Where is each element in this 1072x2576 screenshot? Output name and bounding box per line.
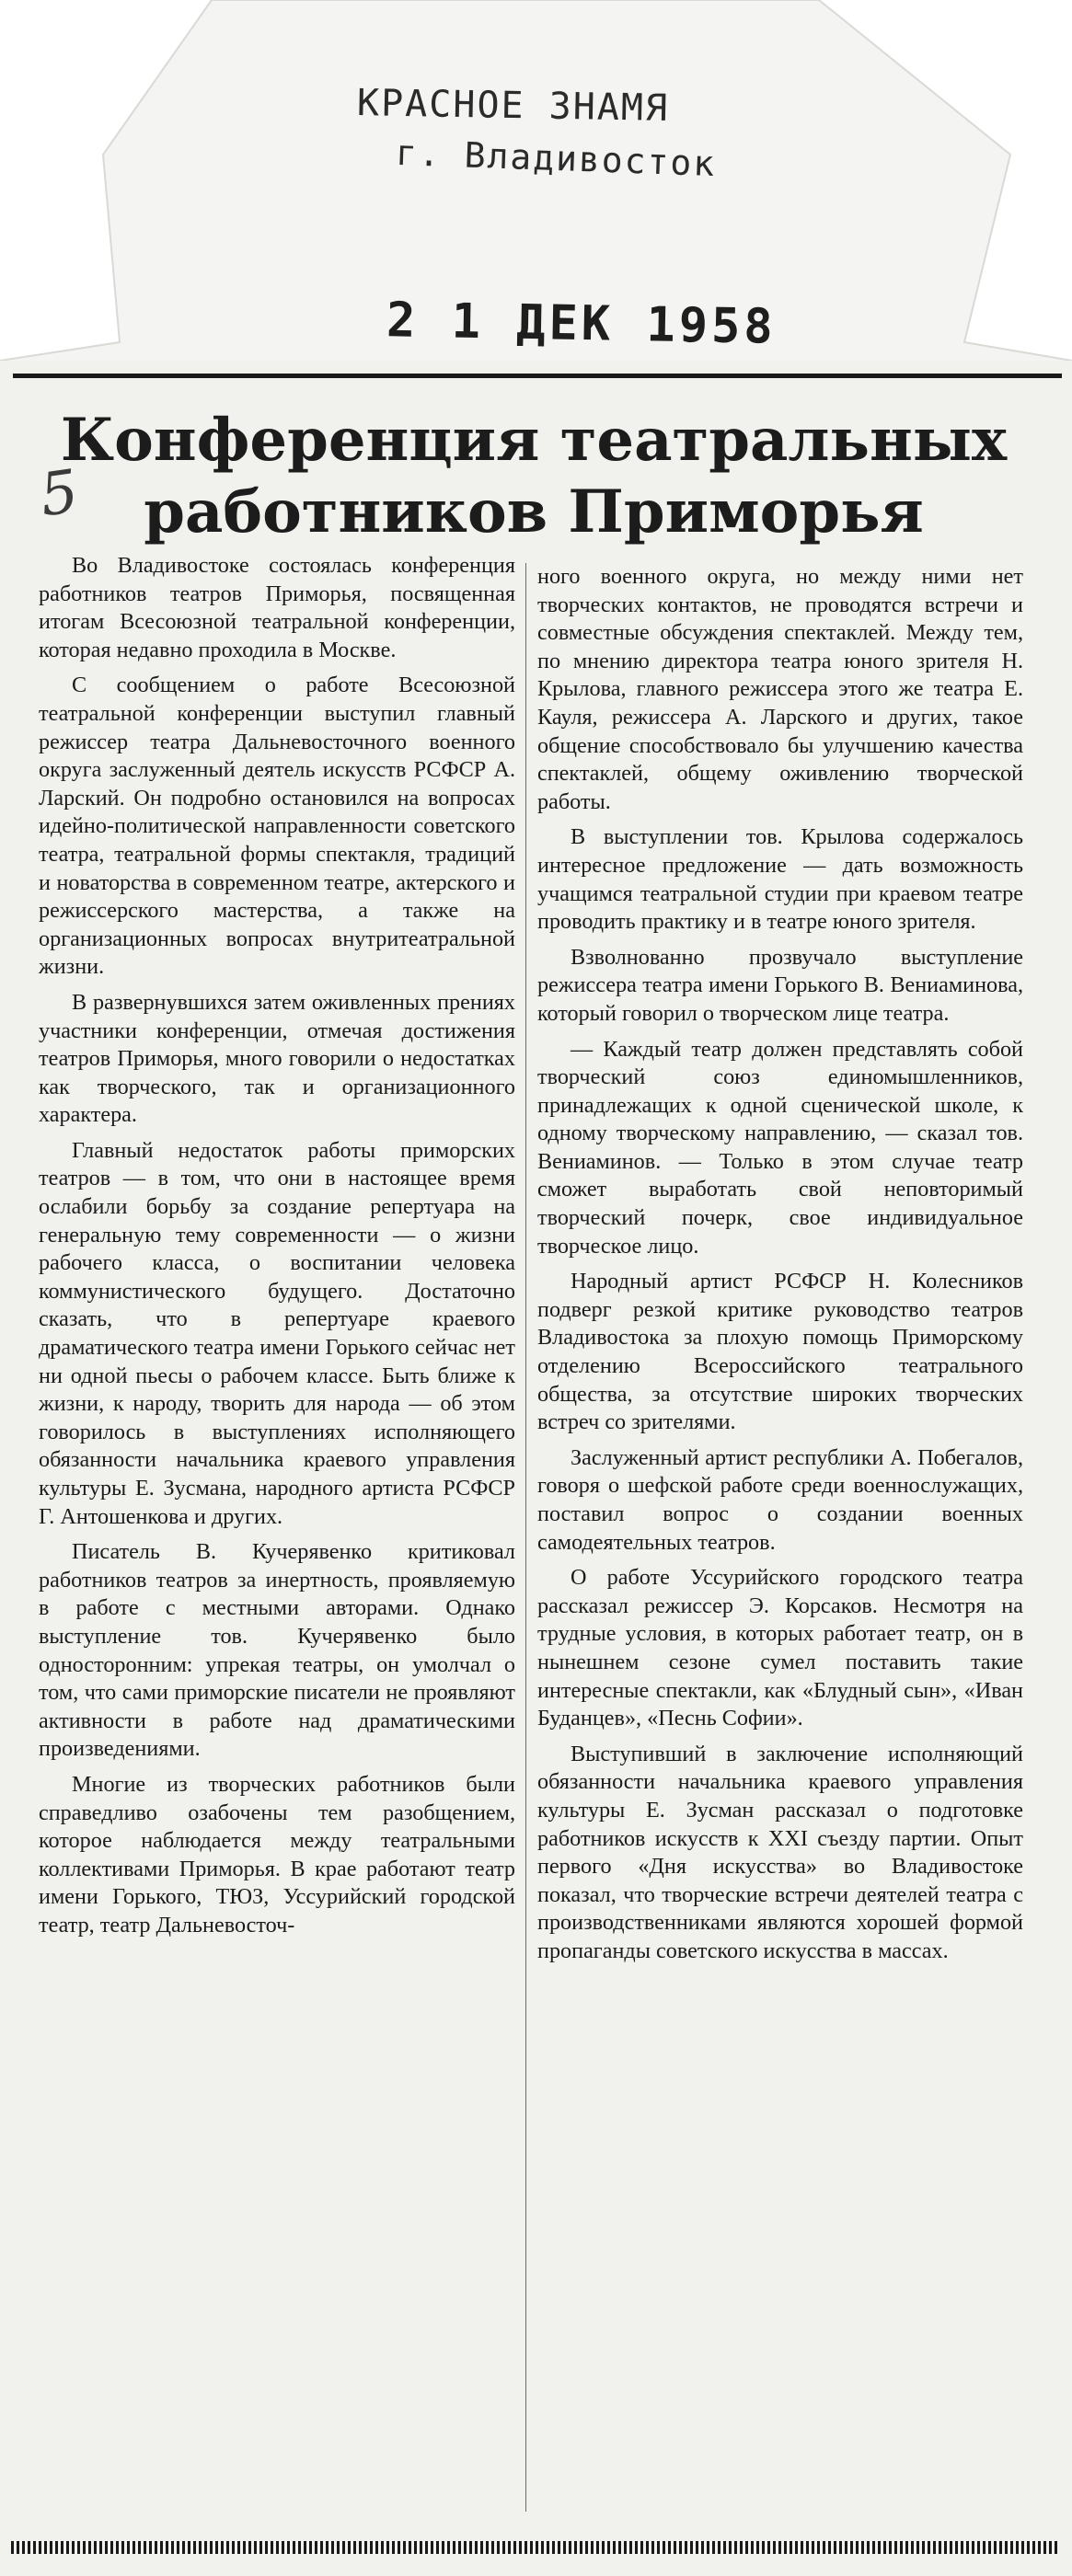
article-paragraph: Народный артист РСФСР Н. Колесников подверг резкой критике руководство театров Владивостока за плохую помощь Приморскому отделению Всероссийского театрального общества, за отсутствие широких творческих встреч со зрителями.: [537, 1269, 1023, 1435]
article-paragraph: Главный недостаток работы приморских театров — в том, что они в настоящее время ослабили борьбу за создание репертуара на генеральную тему современности — о жизни рабочего класса, о воспитании человека коммунистического будущего. Достаточно сказать, что в репертуаре краевого драматического театра имени Горького сейчас нет ни одной пьесы о рабочем классе. Быть ближе к жизни, к народу, творить для народа — об этом говорилось в выступлениях исполняющего обязанности начальника краевого управления культуры Е. Зусмана, народного артиста РСФСР Г. Антошенкова и других.: [39, 1137, 515, 1529]
article-paragraph: Взволнованно прозвучало выступление режиссера театра имени Горького В. Вениаминова, который говорил о творческом лице театра.: [537, 944, 1023, 1026]
article-paragraph-continued: ного военного округа, но между ними нет творческих контактов, не проводятся встречи и совместные обсуждения спектаклей. Между тем, по мнению директора театра юного зрителя Н. Крылова, главного режиссера этого же театра Е. Кауля, режиссера А. Ларского и других, такое общение способствовало бы улучшению качества спектаклей, общему оживлению творческой работы.: [537, 564, 1023, 814]
article-paragraph: С сообщением о работе Всесоюзной театральной конференции выступил главный режиссер театра Дальневосточного военного округа заслуженный деятель искусств РСФСР А. Ларский. Он подробно остановился на вопросах идейно-политической направленности советского театра, театральной формы спектакля, традиций и новаторства в современном театре, актерского и режиссерского мастерства, а также на организационных вопросах внутритеатральной жизни.: [39, 673, 515, 980]
stamp-date: 2 1 ДЕК 1958: [386, 293, 778, 355]
article-paragraph: Заслуженный артист республики А. Побегалов, говоря о шефской работе среди военнослужащих, поставил вопрос о создании военных самодеятельных театров.: [537, 1444, 1023, 1555]
bottom-decorative-border: [11, 2541, 1060, 2554]
article-paragraph: Во Владивостоке состоялась конференция работников театров Приморья, посвященная итогам Всесоюзной театральной конференции, которая недавно проходила в Москве.: [39, 553, 515, 662]
stamp-city: г. Владивосток: [395, 132, 717, 185]
article-paragraph: В развернувшихся затем оживленных прениях участники конференции, отмечая достижения театров Приморья, много говорили о недостатках как творческого, так и организационного характера.: [39, 989, 515, 1128]
article-column-left: [39, 552, 515, 1948]
article-column-right: [537, 563, 1023, 1973]
article-paragraph: Многие из творческих работников были справедливо озабочены тем разобщением, которое наблюдается между театральными коллективами Приморья. В крае работают театр имени Горького, ТЮЗ, Уссурийский городской театр, театр Дальневосточ-: [39, 1771, 515, 1938]
article-headline: Конференция театральных работников Приморья: [60, 406, 1008, 546]
article-paragraph: — Каждый театр должен представлять собой творческий союз единомышленников, принадлежащих к одной сценической школе, к одному творческому направлению, — сказал тов. Вениаминов. — Только в этом случае театр сможет выработать свой неповторимый творческий почерк, свое индивидуальное творческое лицо.: [537, 1036, 1023, 1259]
article-paragraph: О работе Уссурийского городского театра рассказал режиссер Э. Корсаков. Несмотря на трудные условия, в которых работает театр, он в нынешнем сезоне сумел поставить такие интересные спектакли, как «Блудный сын», «Иван Буданцев», «Песнь Софии».: [537, 1565, 1023, 1731]
top-rule: [13, 372, 1062, 381]
article-paragraph: В выступлении тов. Крылова содержалось интересное предложение — дать возможность учащимся театральной студии при краевом театре проводить практику и в театре юного зрителя.: [537, 824, 1023, 935]
stamp-newspaper-name: КРАСНОЕ ЗНАМЯ: [356, 82, 670, 130]
article-paragraph: Выступивший в заключение исполняющий обязанности начальника краевого управления культуры Е. Зусман рассказал о подготовке работников искусств к XXI съезду партии. Опыт первого «Дня искусства» во Владивостоке показал, что творческие встречи деятелей театра с производственниками являются хорошей формой пропаганды советского искусства в массах.: [537, 1741, 1023, 1963]
handwritten-margin-mark: 5: [36, 457, 83, 531]
column-divider: [525, 563, 526, 2512]
article-paragraph: Писатель В. Кучерявенко критиковал работников театров за инертность, проявляемую в работе с местными авторами. Однако выступление тов. Кучерявенко было односторонним: упрекая театры, он умолчал о том, что сами приморские писатели не проявляют активности в работе над драматическими произведениями.: [39, 1539, 515, 1762]
